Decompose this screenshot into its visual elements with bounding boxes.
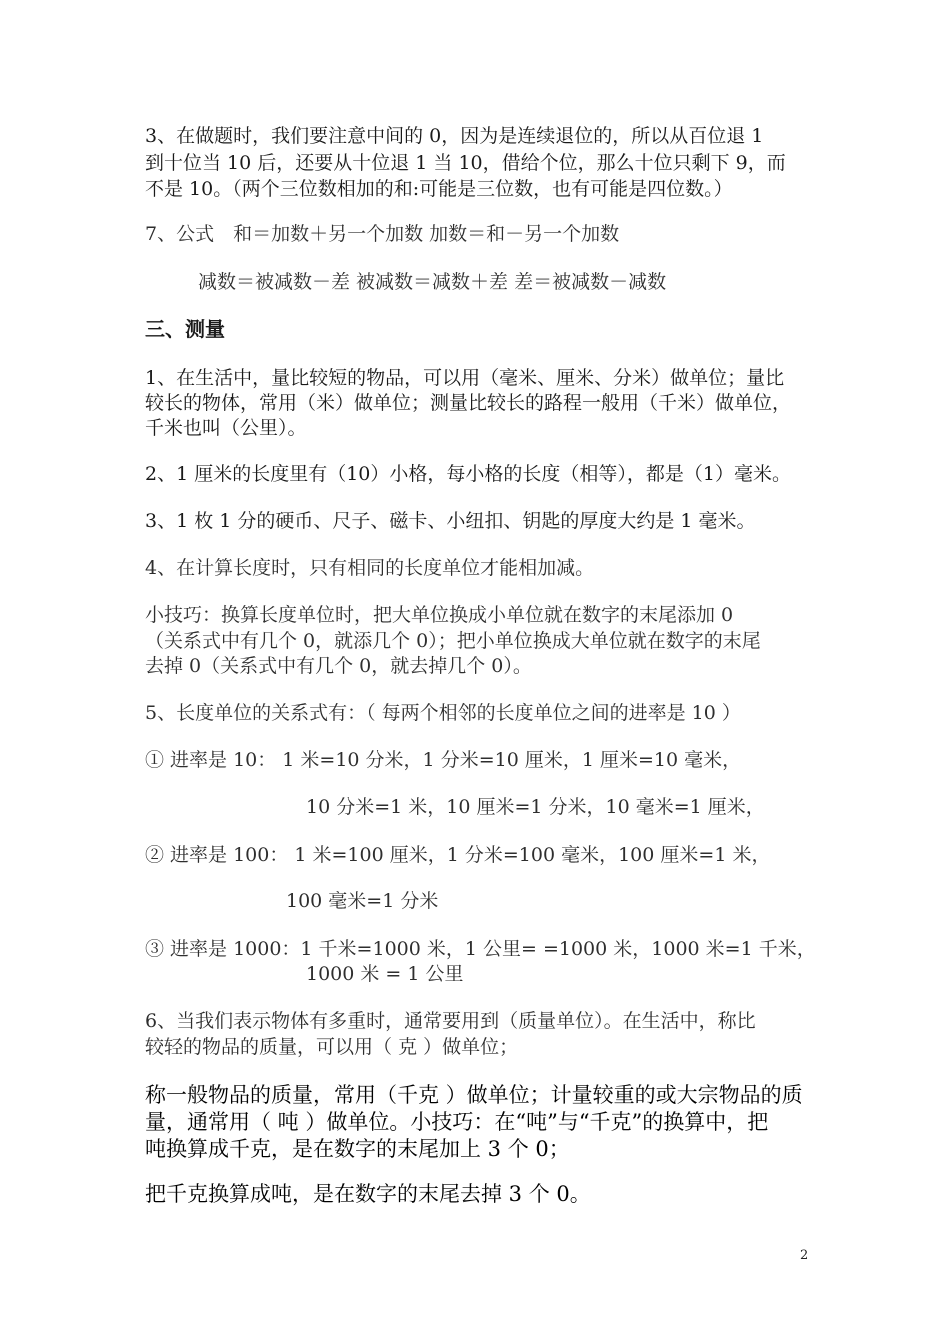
measure-6-line-1: 6、当我们表示物体有多重时，通常要用到（质量单位）。在生活中，称比	[145, 1010, 756, 1032]
rate-1000-line-1: ③ 进率是 1000：1 千米=1000 米，1 公里= =1000 米，1000 米=1 千米，	[145, 938, 816, 960]
measure-3: 3、1 枚 1 分的硬币、尺子、磁卡、小纽扣、钥匙的厚度大约是 1 毫米。	[145, 510, 756, 532]
weight-line-1: 称一般物品的质量，常用（千克 ）做单位；计量较重的或大宗物品的质	[145, 1083, 803, 1107]
measure-1-line-3: 千米也叫（公里）。	[145, 417, 307, 439]
measure-1-line-2: 较长的物体，常用（米）做单位；测量比较长的路程一般用（千米）做单位，	[145, 392, 792, 414]
measure-4: 4、在计算长度时，只有相同的长度单位才能相加减。	[145, 557, 595, 579]
measure-5: 5、长度单位的关系式有：（ 每两个相邻的长度单位之间的进率是 10 ）	[145, 702, 741, 724]
formula-line-1: 7、公式 和＝加数＋另一个加数 加数＝和－另一个加数	[145, 223, 620, 245]
rate-10-line-1: ① 进率是 10： 1 米=10 分米，1 分米=10 厘米，1 厘米=10 毫米，	[145, 749, 742, 771]
rate-100-line-1: ② 进率是 100： 1 米=100 厘米，1 分米=100 毫米，100 厘米=1 米，	[145, 844, 771, 866]
section-heading: 三、测量	[145, 317, 225, 341]
weight-line-2: 量，通常用（ 吨 ）做单位。小技巧：在“吨”与“千克”的换算中，把	[145, 1110, 769, 1134]
paragraph-3-line-3: 不是 10。（两个三位数相加的和:可能是三位数，也有可能是四位数。）	[145, 178, 733, 200]
rate-100-line-2: 100 毫米=1 分米	[286, 890, 439, 912]
paragraph-3-line-2: 到十位当 10 后，还要从十位退 1 当 10，借给个位，那么十位只剩下 9，而	[145, 152, 786, 174]
formula-line-2: 减数＝被减数－差 被减数＝减数＋差 差＝被减数－减数	[198, 271, 667, 293]
page-number: 2	[800, 1248, 809, 1263]
paragraph-3-line-1: 3、在做题时，我们要注意中间的 0，因为是连续退位的，所以从百位退 1	[145, 125, 764, 147]
weight-line-4: 把千克换算成吨，是在数字的末尾去掉 3 个 0。	[145, 1182, 591, 1206]
rate-10-line-2: 10 分米=1 米，10 厘米=1 分米，10 毫米=1 厘米，	[306, 796, 765, 818]
weight-line-3: 吨换算成千克，是在数字的末尾加上 3 个 0；	[145, 1137, 570, 1161]
tip-line-2: （关系式中有几个 0，就添几个 0）；把小单位换成大单位就在数字的末尾	[145, 630, 761, 652]
measure-1-line-1: 1、在生活中，量比较短的物品，可以用（毫米、厘米、分米）做单位；量比	[145, 367, 785, 389]
measure-2: 2、1 厘米的长度里有（10）小格，每小格的长度（相等），都是（1）毫米。	[145, 463, 791, 485]
measure-6-line-2: 较轻的物品的质量，可以用（ 克 ）做单位；	[145, 1036, 519, 1058]
tip-line-1: 小技巧：换算长度单位时，把大单位换成小单位就在数字的末尾添加 0	[145, 604, 734, 626]
rate-1000-line-2: 1000 米 = 1 公里	[306, 963, 464, 985]
tip-line-3: 去掉 0（关系式中有几个 0，就去掉几个 0）。	[145, 655, 532, 677]
